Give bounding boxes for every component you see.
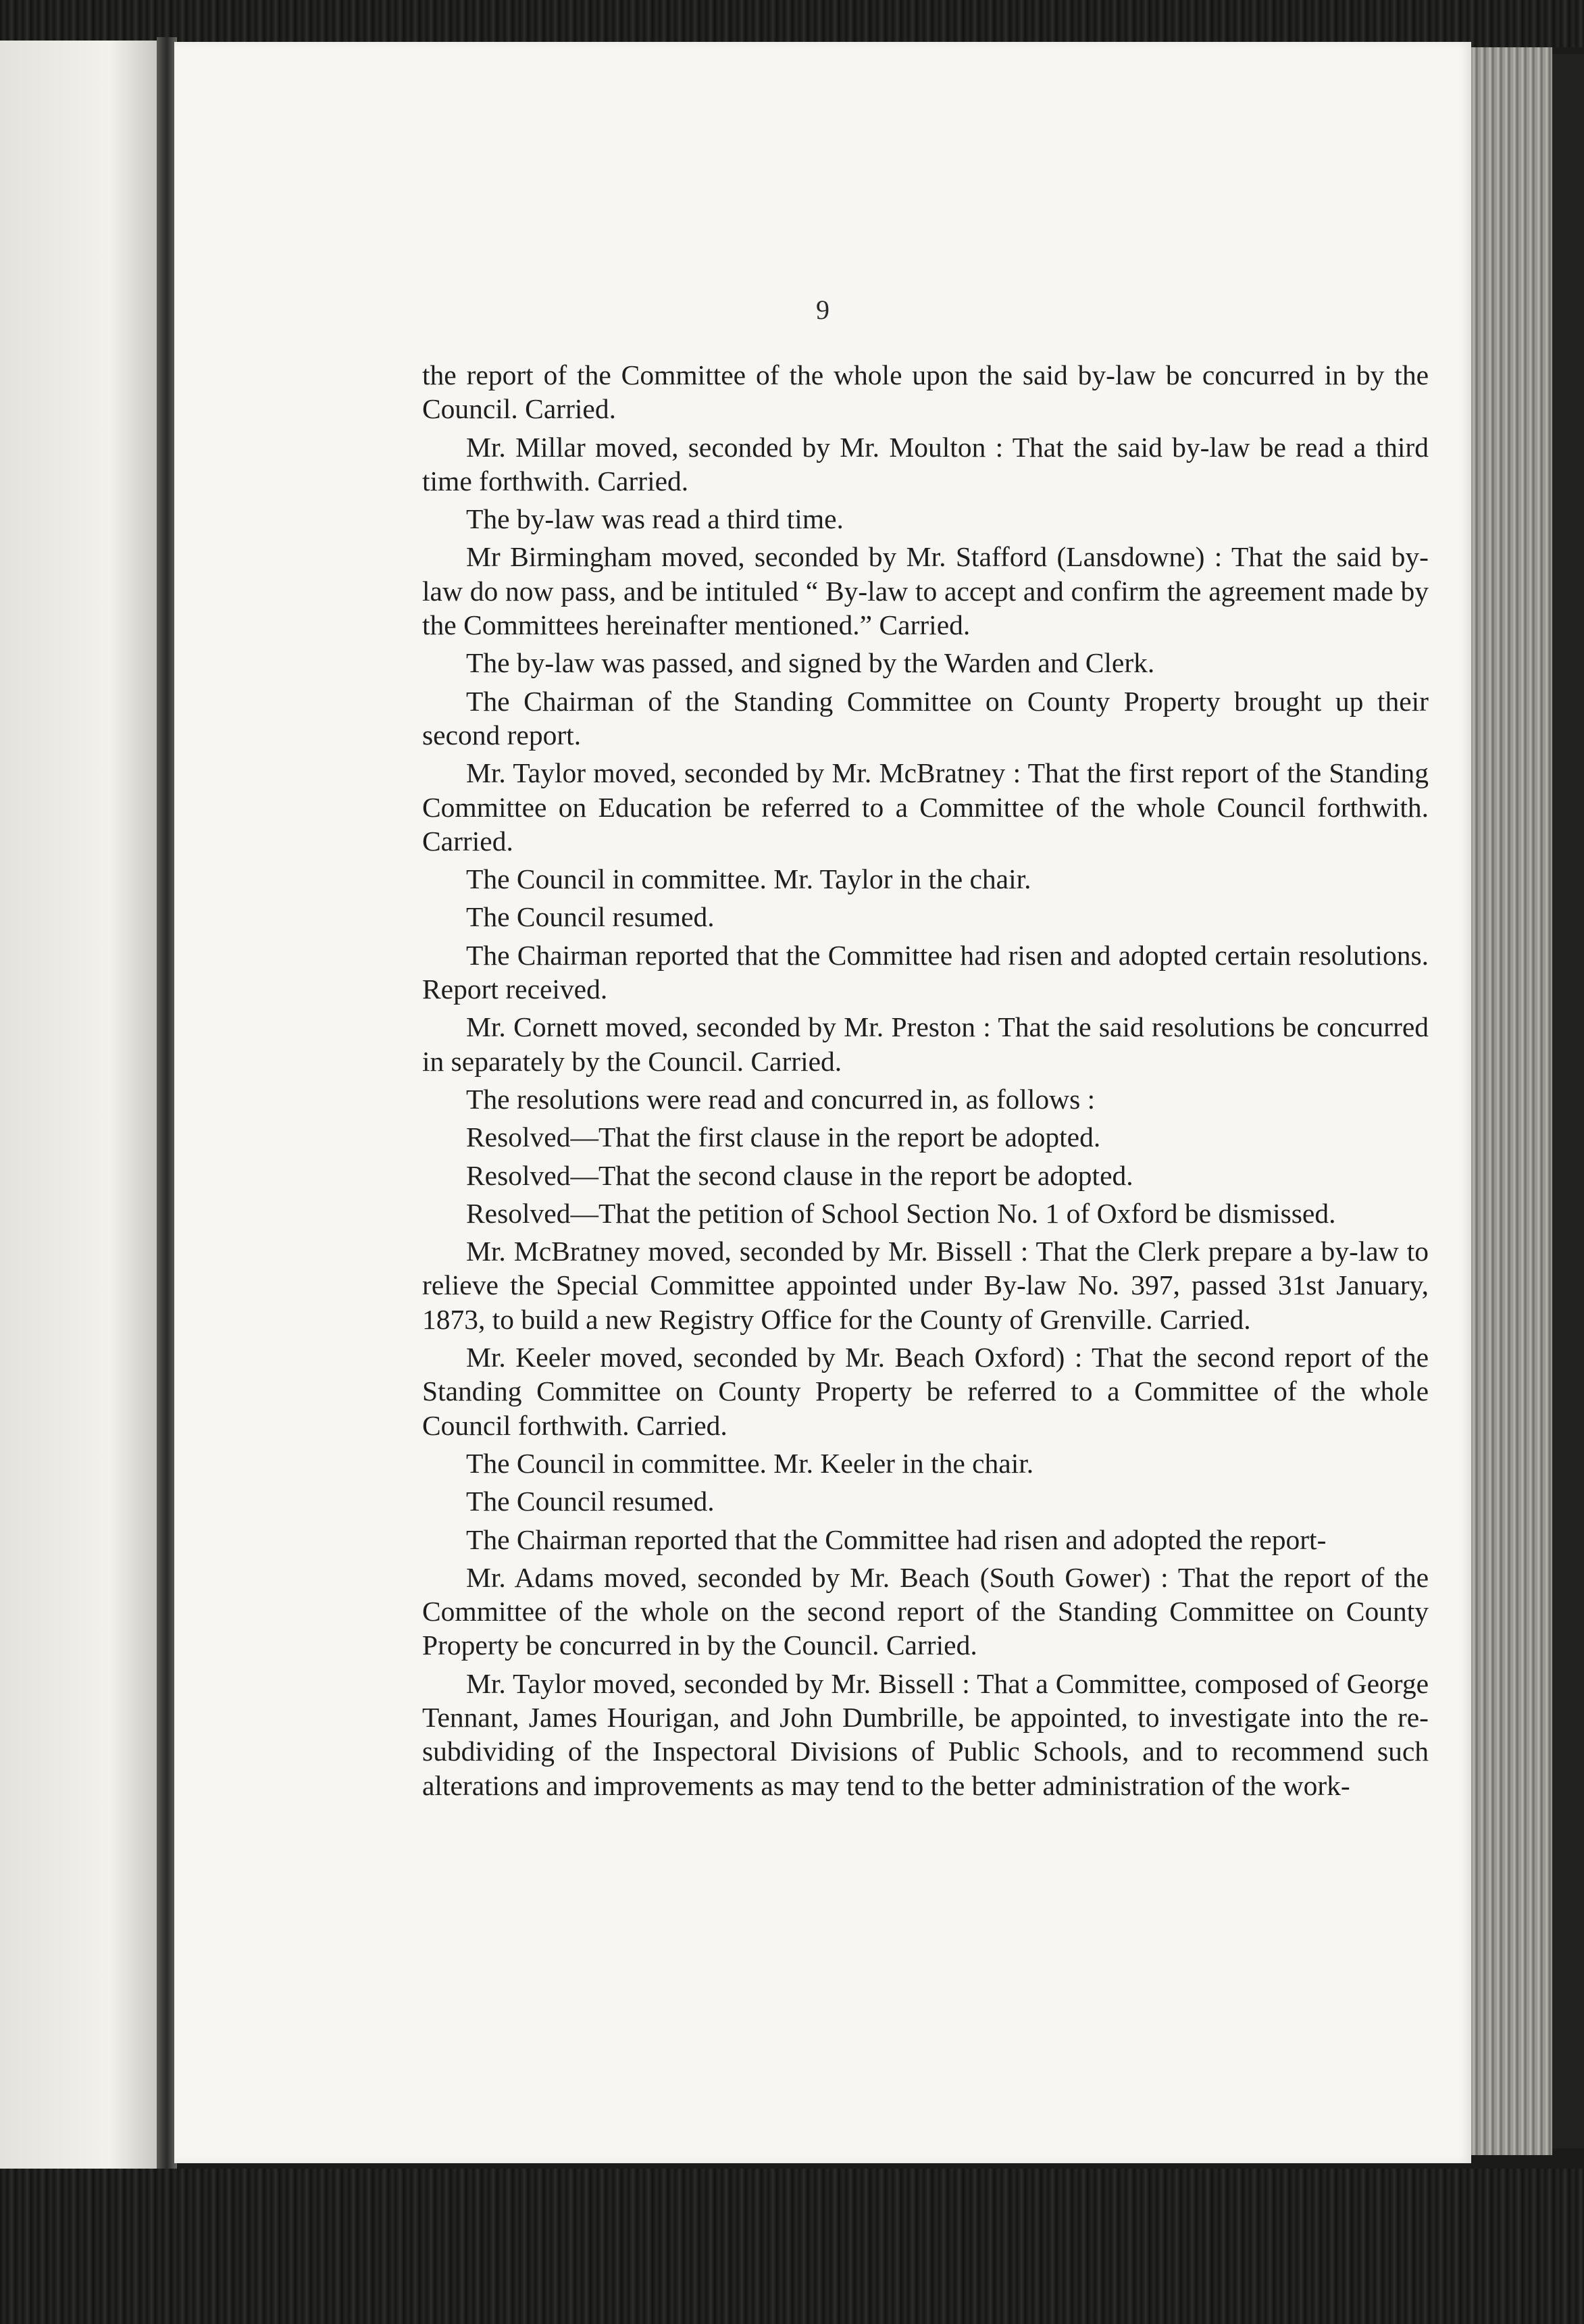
- paragraph: Mr. Keeler moved, seconded by Mr. Beach Oxford) : That the second report of the Standing Committee on County Property be referred to a Committee of the whole Council forthwith. Carried.: [422, 1342, 1429, 1441]
- paragraph: Resolved—That the first clause in the report be adopted.: [466, 1121, 1101, 1153]
- paragraph: Mr Birmingham moved, seconded by Mr. Stafford (Lansdowne) : That the said by-law do now pass, and be intituled “ By-law to accept and confirm the agreement made by the Committees hereinafter mentioned.” Carried.: [422, 541, 1429, 641]
- paragraph: The Council in committee. Mr. Taylor in the chair.: [466, 863, 1031, 895]
- paragraph: The Chairman reported that the Committee had risen and adopted certain resolutions. Report received.: [422, 939, 1429, 1005]
- paragraph: The by-law was read a third time.: [466, 503, 844, 535]
- page-stack-edges: [1471, 47, 1552, 2155]
- body-text: [422, 358, 1429, 1807]
- paragraph: Mr. Cornett moved, seconded by Mr. Preston : That the said resolutions be concurred in separately by the Council. Carried.: [422, 1011, 1429, 1077]
- page-number: 9: [816, 295, 829, 325]
- paragraph: Mr. Taylor moved, seconded by Mr. Bissell : That a Committee, composed of George Tennant, James Hourigan, and John Dumbrille, be appointed, to investigate into the re-subdividing of the Inspectoral Divisions of Public Schools, and to recommend such alterations and improvements as may tend to the better administration of the work-: [422, 1667, 1429, 1801]
- paragraph: Resolved—That the petition of School Section No. 1 of Oxford be dismissed.: [466, 1197, 1336, 1229]
- paragraph: The Chairman of the Standing Committee on County Property brought up their second report.: [422, 685, 1429, 751]
- paragraph: Mr. Adams moved, seconded by Mr. Beach (South Gower) : That the report of the Committee of the whole on the second report of the Standing Committee on County Property be concurred in by the Council. Carried.: [422, 1561, 1429, 1661]
- paragraph: Mr. McBratney moved, seconded by Mr. Bissell : That the Clerk prepare a by-law to relieve the Special Committee appointed under By-law No. 397, passed 31st January, 1873, to build a new Registry Office for the County of Grenville. Carried.: [422, 1236, 1429, 1335]
- paragraph: The by-law was passed, and signed by the Warden and Clerk.: [466, 647, 1155, 679]
- paragraph: The resolutions were read and concurred in, as follows :: [466, 1083, 1096, 1115]
- paragraph: The Council resumed.: [466, 901, 715, 933]
- paragraph: The Council in committee. Mr. Keeler in the chair.: [466, 1447, 1034, 1479]
- paragraph: Mr. Millar moved, seconded by Mr. Moulton : That the said by-law be read a third time forthwith. Carried.: [422, 431, 1429, 497]
- facing-page-edge: [0, 41, 157, 2169]
- scan-background-top: [0, 0, 1584, 47]
- paragraph: Mr. Taylor moved, seconded by Mr. McBratney : That the first report of the Standing Committee on Education be referred to a Committee of the whole Council forthwith. Carried.: [422, 757, 1429, 857]
- scan-background-bottom: [0, 2169, 1584, 2324]
- paragraph: The Council resumed.: [466, 1486, 715, 1517]
- paragraph: Resolved—That the second clause in the report be adopted.: [466, 1159, 1133, 1191]
- paragraph: the report of the Committee of the whole upon the said by-law be concurred in by the Council. Carried.: [422, 359, 1429, 425]
- paragraph: The Chairman reported that the Committee had risen and adopted the report-: [466, 1523, 1327, 1555]
- book-cover-edge: [1552, 54, 1584, 2148]
